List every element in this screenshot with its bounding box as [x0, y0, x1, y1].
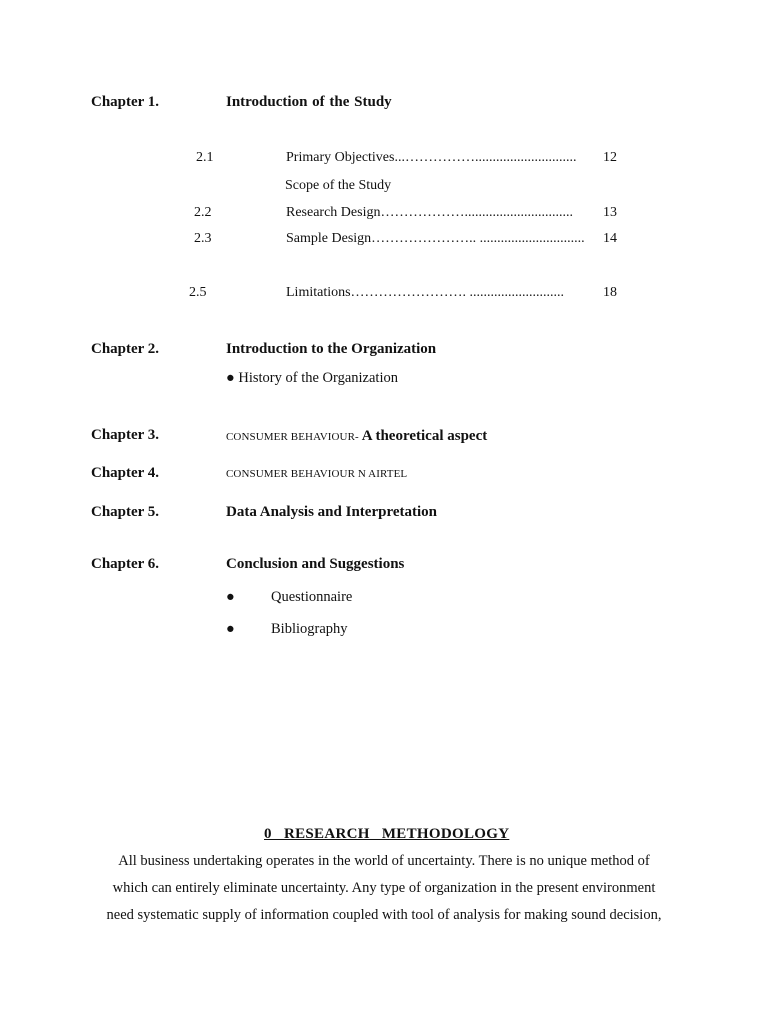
toc-item-text: Sample Design………………….. .............................. [286, 231, 585, 246]
chapter-3-title-smallcaps: CONSUMER BEHAVIOUR- [226, 431, 359, 443]
toc-item-text: Limitations……………………. ........................... [286, 285, 565, 300]
chapter-1-title: Introduction of the Study [226, 94, 392, 110]
paragraph-line: All business undertaking operates in the world of uncertainty. There is no unique method of [118, 853, 650, 869]
section-heading: 0 RESEARCH METHODOLOGY [264, 826, 510, 842]
chapter-6-label: Chapter 6. [91, 556, 160, 572]
toc-item-page: 14 [603, 231, 617, 246]
chapter-6-bullet-questionnaire: Questionnaire [271, 589, 353, 605]
toc-item-text: Primary Objectives...……………............................. [286, 150, 577, 165]
toc-item-text: Scope of the Study [285, 178, 392, 193]
chapter-1-label: Chapter 1. [91, 94, 160, 110]
toc-item-num: 2.5 [189, 285, 207, 300]
toc-item-page: 13 [603, 205, 617, 220]
chapter-2-bullet: ● History of the Organization [226, 370, 398, 386]
chapter-3-title [226, 427, 487, 445]
chapter-5-title: Data Analysis and Interpretation [226, 504, 437, 520]
toc-item-page: 18 [603, 285, 617, 300]
chapter-4-title: CONSUMER BEHAVIOUR N AIRTEL [226, 468, 408, 480]
paragraph-line: which can entirely eliminate uncertainty. Any type of organization in the present environment [112, 880, 656, 896]
toc-item-num: 2.2 [194, 205, 212, 220]
bullet-icon: ● [226, 621, 235, 637]
chapter-6-title: Conclusion and Suggestions [226, 556, 405, 572]
chapter-6-bullet-bibliography: Bibliography [271, 621, 348, 637]
bullet-icon: ● [226, 589, 235, 605]
chapter-4-label: Chapter 4. [91, 465, 160, 481]
chapter-2-title: Introduction to the Organization [226, 341, 437, 357]
toc-item-num: 2.1 [196, 150, 214, 165]
chapter-3-title-rest: A theoretical aspect [358, 428, 488, 444]
paragraph-line: need systematic supply of information coupled with tool of analysis for making sound decision, [106, 907, 662, 923]
toc-item-page: 12 [603, 150, 617, 165]
toc-item-text: Research Design………………............................... [286, 205, 573, 220]
chapter-2-label: Chapter 2. [91, 341, 160, 357]
chapter-3-label: Chapter 3. [91, 427, 160, 443]
toc-item-num: 2.3 [194, 231, 212, 246]
chapter-5-label: Chapter 5. [91, 504, 160, 520]
